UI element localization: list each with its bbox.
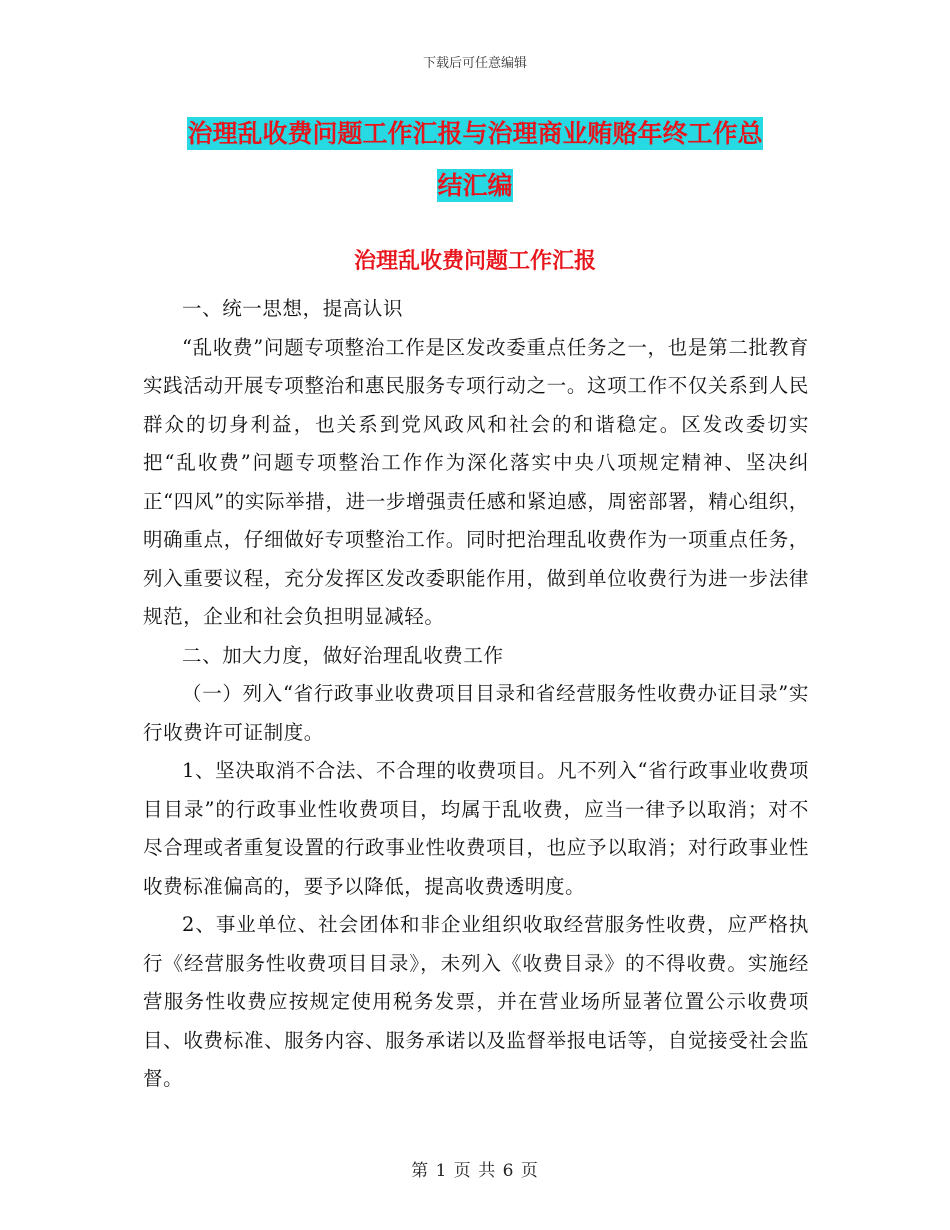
- page-number: 第 1 页 共 6 页: [411, 1161, 539, 1181]
- document-title: [140, 108, 810, 212]
- paragraph-item-2: 2、事业单位、社会团体和非企业组织收取经营服务性收费，应严格执行《经营服务性收费项目目录》，未列入《收费目录》的不得收费。实施经营服务性收费应按规定使用税务发票，并在营业场所显著位置公示收费项目、收费标准、服务内容、服务承诺以及监督举报电话等，自觉接受社会监督。: [143, 913, 809, 1090]
- heading-unify-thinking: 一、统一思想，提高认识: [182, 297, 404, 320]
- document-body: [143, 290, 809, 1099]
- paragraph-intro: “乱收费”问题专项整治工作是区发改委重点任务之一，也是第二批教育实践活动开展专项整治和惠民服务专项行动之一。这项工作不仅关系到人民群众的切身利益，也关系到党风政风和社会的和谐稳定。区发改委切实把“乱收费”问题专项整治工作作为深化落实中央八项规定精神、坚决纠正“四风”的实际举措，进一步增强责任感和紧迫感，周密部署，精心组织，明确重点，仔细做好专项整治工作。同时把治理乱收费作为一项重点任务，列入重要议程，充分发挥区发改委职能作用，做到单位收费行为进一步法律规范，企业和社会负担明显减轻。: [143, 335, 809, 628]
- document-title-line-2: 结汇编: [437, 171, 513, 200]
- heading-intensify-effort: 二、加大力度，做好治理乱收费工作: [182, 643, 504, 667]
- paragraph-item-1: 1、坚决取消不合法、不合理的收费项目。凡不列入“省行政事业收费项目目录”的行政事业性收费项目，均属于乱收费，应当一律予以取消；对不尽合理或者重复设置的行政事业性收费项目，也应予以取消；对行政事业性收费标准偏高的，要予以降低，提高收费透明度。: [143, 759, 809, 898]
- document-title-line-1: 治理乱收费问题工作汇报与治理商业贿赂年终工作总: [187, 119, 763, 148]
- page-header-note: 下载后可任意编辑: [422, 56, 527, 71]
- section-title: 治理乱收费问题工作汇报: [353, 248, 596, 274]
- paragraph-license-system: （一）列入“省行政事业收费项目目录和省经营服务性收费办证目录”实行收费许可证制度。: [143, 682, 809, 744]
